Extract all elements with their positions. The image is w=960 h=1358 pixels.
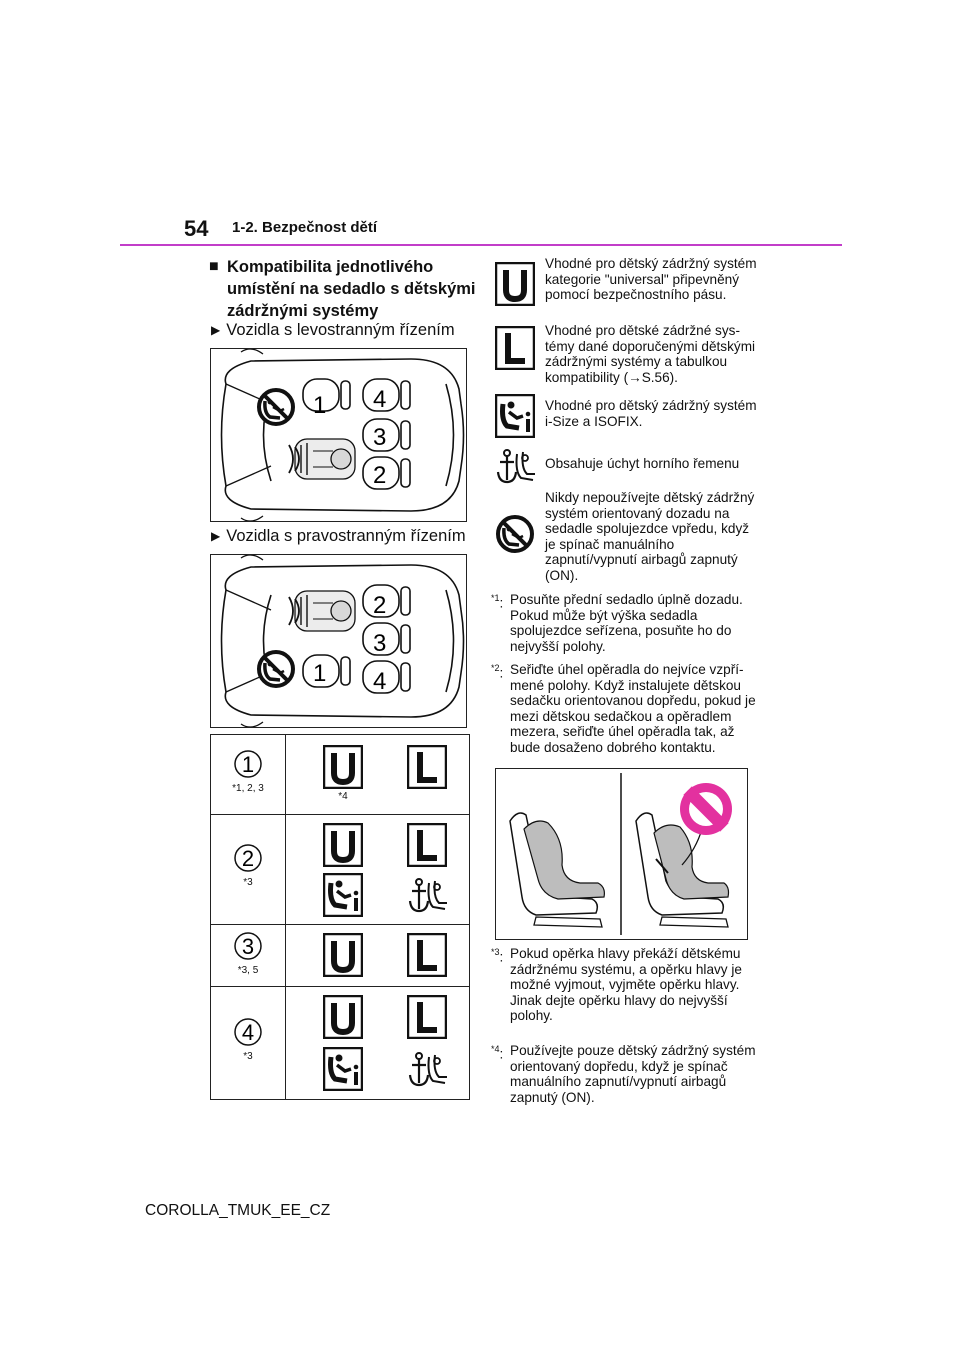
prohibited-icon: [495, 514, 535, 554]
footer-code: COROLLA_TMUK_EE_CZ: [145, 1202, 331, 1219]
section-title: 1-2. Bezpečnost dětí: [232, 219, 378, 236]
seat-num-2: 2: [373, 462, 387, 489]
seat-num-1: 1: [313, 660, 327, 687]
footnote-2: $^{*2}$: Seřiďte úhel opěradla do nejvíce vzpřímené polohy. Když instalujete dětskou sedačku orientovanou dopředu, pokud je mezi dětskou sedačkou a opěradlem mezera, seřiďte úhel opěradla tak, až bude dosaženo dobrého kontaktu.: [491, 662, 756, 755]
seat-num-1: 1: [313, 392, 327, 419]
lhd-diagram: [210, 348, 467, 522]
legend-isize: Vhodné pro dětský zádržný systém i-Size a ISOFIX.: [545, 398, 757, 429]
anchor-icon: [407, 873, 451, 917]
subhead-rhd-text: Vozidla s pravostranným řízením: [226, 527, 466, 545]
seat-num-4: 4: [373, 386, 387, 413]
heading-text: Kompatibilita jednotlivého umístění na sedadlo s dětskými zádržnými systémy: [227, 258, 476, 320]
universal-icon: [495, 262, 535, 306]
legend-anchor: Obsahuje úchyt horního řemenu: [545, 456, 740, 471]
seat-1-note: *1, 2, 3: [232, 783, 264, 794]
car-lhd-icon: [211, 349, 466, 521]
seat-num-4: 4: [373, 668, 387, 695]
arrow-icon: ▶: [211, 529, 221, 543]
universal-icon: [323, 933, 363, 977]
seat-4-icon: [233, 1017, 263, 1047]
isize-icon: [323, 1047, 363, 1091]
rhd-diagram: [210, 554, 467, 728]
seat-3-note: *3, 5: [237, 965, 259, 976]
universal-note: *4: [338, 791, 348, 802]
l-category-icon: [407, 823, 447, 867]
l-category-icon: [495, 326, 535, 370]
legend-universal: Vhodné pro dětský zádržný systém kategorie "universal" připevněný pomocí bezpečnostního pásu.: [545, 256, 757, 302]
seat-3-icon: [233, 931, 263, 961]
universal-icon: [323, 823, 363, 867]
universal-icon: [323, 745, 363, 789]
l-category-icon: [407, 745, 447, 789]
l-category-icon: [407, 995, 447, 1039]
anchor-icon: [495, 444, 539, 488]
heading: [209, 256, 477, 322]
svg-text:2: 2: [241, 846, 255, 871]
isize-icon: [323, 873, 363, 917]
seat-num-2: 2: [373, 592, 387, 619]
table-row: [211, 735, 469, 815]
legend-l-category: Vhodné pro dětské zádržné systémy dané doporučenými dětskými zádržnými systémy a tabulkou kompatibility (→S.56).: [545, 323, 756, 385]
seat-2-note: *3: [243, 877, 253, 888]
anchor-icon: [407, 1047, 451, 1091]
svg-text:1: 1: [241, 752, 255, 777]
seat-1-icon: [233, 749, 263, 779]
header-rule: [120, 244, 842, 246]
svg-text:4: 4: [241, 1020, 255, 1045]
seat-4-note: *3: [243, 1051, 253, 1062]
seat-2-icon: [233, 843, 263, 873]
subhead-lhd: [211, 321, 455, 340]
l-category-icon: [407, 933, 447, 977]
arrow-icon: ▶: [211, 323, 221, 337]
page-number: 54: [184, 216, 209, 241]
footnote-4: $^{*4}$: Používejte pouze dětský zádržný systém orientovaný dopředu, když je spínač manuálního zapnutí/vypnutí airbagů zapnutý (ON).: [491, 1043, 756, 1105]
subhead-lhd-text: Vozidla s levostranným řízením: [226, 321, 455, 339]
seat-illustration: [495, 768, 748, 940]
seat-num-3: 3: [373, 424, 387, 451]
footnote-3: $^{*3}$: Pokud opěrka hlavy překáží dětskému zádržnému systému, a opěrku hlavy je možné vyjmout, vyjměte opěrku hlavy. Jinak dejte opěrku hlavy do nejvyšší polohy.: [491, 946, 742, 1023]
seat-recline-icon: [496, 769, 747, 939]
universal-icon: [323, 995, 363, 1039]
legend-prohibited: Nikdy nepoužívejte dětský zádržný systém orientovaný dozadu na sedadle spolujezdce vpředu, když je spínač manuálního zapnutí/vypnutí airbagů zapnutý (ON).: [545, 490, 755, 583]
prohibit-sign-icon: [680, 783, 732, 835]
table-row: [211, 987, 469, 1099]
table-row: [211, 925, 469, 987]
heading-bullet: ■: [209, 258, 219, 275]
subhead-rhd: [211, 527, 466, 546]
table-row: [211, 815, 469, 925]
footnote-1: $^{*1}$: Posuňte přední sedadlo úplně dozadu. Pokud může být výška sedadla spolujezdce seřízena, posuňte ho do nejvyšší polohy.: [491, 592, 743, 654]
compatibility-table: [210, 734, 470, 1100]
car-rhd-icon: [211, 555, 466, 727]
svg-text:3: 3: [241, 934, 255, 959]
seat-num-3: 3: [373, 630, 387, 657]
isize-icon: [495, 394, 535, 438]
